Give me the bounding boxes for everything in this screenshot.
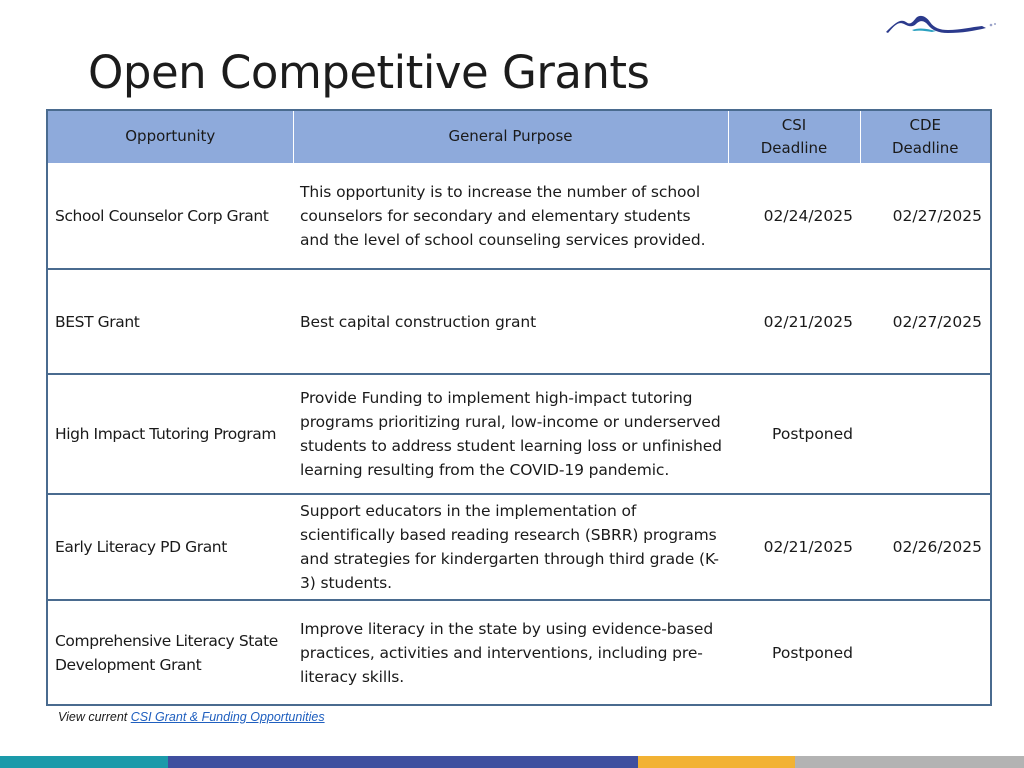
header-cde-deadline: [860, 110, 991, 163]
header-csi-line-1: CSI: [781, 115, 807, 134]
csi-deadline: 02/21/2025: [728, 269, 860, 374]
header-opportunity: Opportunity: [47, 110, 293, 163]
table-row: [47, 163, 991, 269]
grants-table: [46, 109, 992, 706]
opportunity-name: High Impact Tutoring Program: [47, 374, 293, 494]
general-purpose: Best capital construction grant: [293, 269, 728, 374]
csi-deadline: 02/21/2025: [728, 494, 860, 600]
bottom-bar-teal-segment: [0, 756, 168, 768]
general-purpose: Support educators in the implementation of scientifically based reading research (SBRR) programs and strategies for kindergarten through third grade (K-3) students.: [293, 494, 728, 600]
cde-deadline: 02/27/2025: [860, 163, 991, 269]
opportunity-name: Early Literacy PD Grant: [47, 494, 293, 600]
bottom-bar-yellow-segment: [638, 756, 795, 768]
bottom-bar-gray-segment: [795, 756, 1024, 768]
table-header-row: [47, 110, 991, 163]
footnote: [58, 710, 325, 724]
header-cde-line-2: Deadline: [891, 138, 959, 157]
table-row: [47, 269, 991, 374]
header-general-purpose: General Purpose: [293, 110, 728, 163]
general-purpose: This opportunity is to increase the number of school counselors for secondary and elementary students and the level of school counseling services provided.: [293, 163, 728, 269]
bottom-color-bar: [0, 756, 1024, 768]
table-row: [47, 600, 991, 705]
footnote-prefix: View current: [58, 710, 131, 724]
opportunity-name: School Counselor Corp Grant: [47, 163, 293, 269]
opportunity-name: BEST Grant: [47, 269, 293, 374]
header-csi-line-2: Deadline: [760, 138, 828, 157]
general-purpose: Provide Funding to implement high-impact tutoring programs prioritizing rural, low-income or underserved students to address student learning loss or unfinished learning resulting from the COVID-19 pandemic.: [293, 374, 728, 494]
csi-grant-funding-link[interactable]: CSI Grant & Funding Opportunities: [130, 710, 325, 724]
csi-mountain-logo-icon: [882, 10, 1000, 36]
bottom-bar-blue-segment: [168, 756, 638, 768]
table-row: [47, 494, 991, 600]
general-purpose: Improve literacy in the state by using evidence-based practices, activities and interventions, including pre-literacy skills.: [293, 600, 728, 705]
table-row: [47, 374, 991, 494]
opportunity-name: Comprehensive Literacy State Development Grant: [47, 600, 293, 705]
page-title: Open Competitive Grants: [88, 46, 650, 99]
csi-deadline: Postponed: [728, 374, 860, 494]
csi-deadline: 02/24/2025: [728, 163, 860, 269]
header-cde-line-1: CDE: [909, 115, 941, 134]
cde-deadline: [860, 374, 991, 494]
cde-deadline: 02/27/2025: [860, 269, 991, 374]
cde-deadline: 02/26/2025: [860, 494, 991, 600]
csi-deadline: Postponed: [728, 600, 860, 705]
header-csi-deadline: [728, 110, 860, 163]
cde-deadline: [860, 600, 991, 705]
